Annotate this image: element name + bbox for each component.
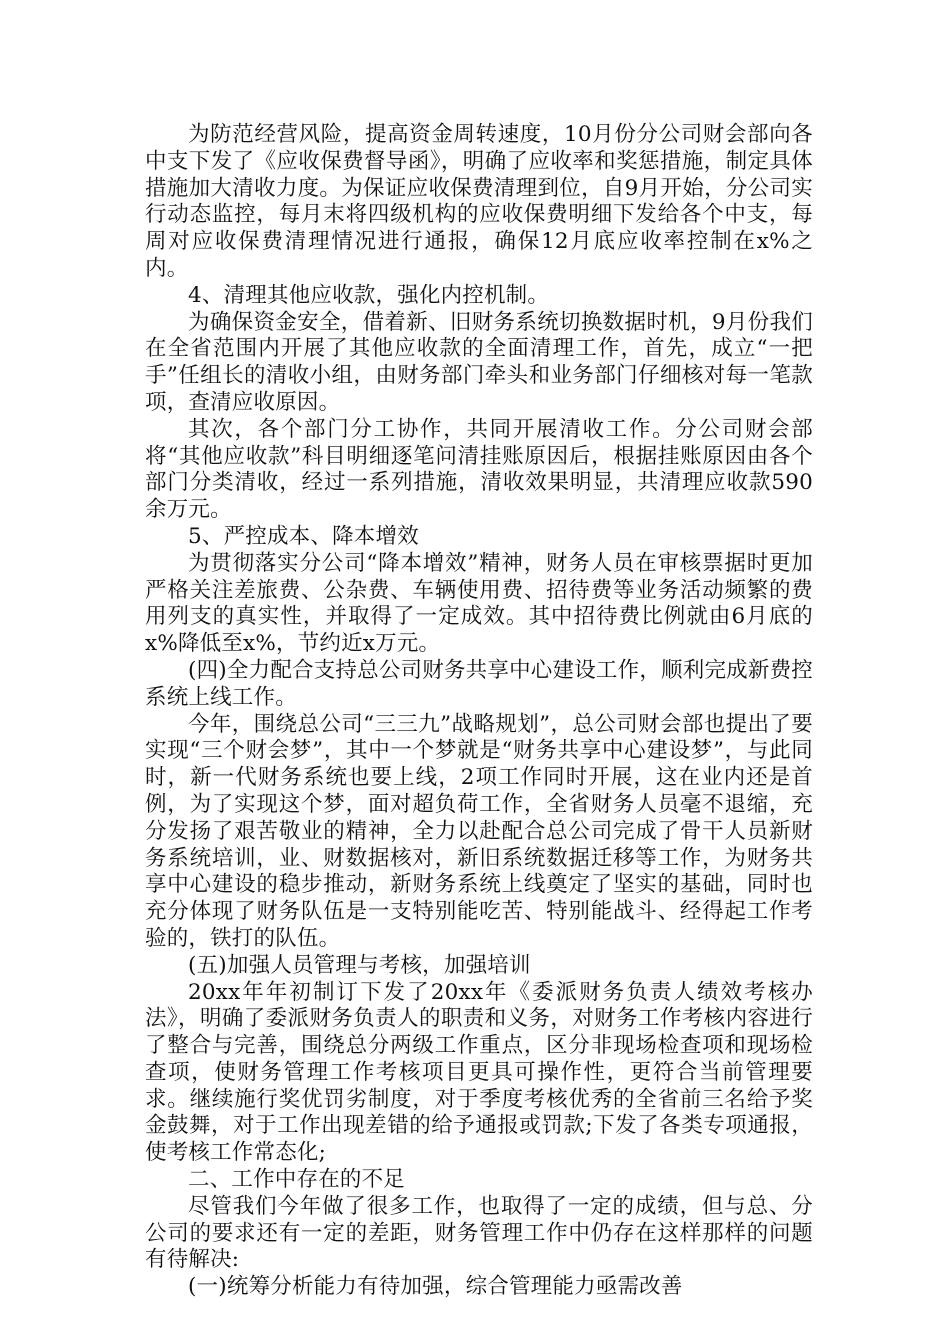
heading-shortcomings: 二、工作中存在的不足: [188, 1167, 406, 1193]
heading-analysis-ability: (一)统筹分析能力有待加强，综合管理能力亟需改善: [188, 1274, 683, 1300]
paragraph-cleanup-second: 其次，各个部门分工协作，共同开展清收工作。分公司财会部将“其他应收款”科目明细逐笔问清挂账原因后，根据挂账原因由各个部门分类清收，经过一系列措施，清收效果明显，共清理应收款590余万元。: [145, 416, 813, 523]
paragraph-shortcomings: 尽管我们今年做了很多工作，也取得了一定的成绩，但与总、分公司的要求还有一定的差距，财务管理工作中仍存在这样那样的问题有待解决:: [145, 1193, 813, 1273]
heading-staff-management: (五)加强人员管理与考核，加强培训: [188, 952, 531, 978]
paragraph-cleanup-first: 为确保资金安全，借着新、旧财务系统切换数据时机，9月份我们在全省范围内开展了其他应收款的全面清理工作，首先，成立“一把手”任组长的清收小组，由财务部门牵头和业务部门仔细核对每一笔款项，查清应收原因。: [145, 309, 813, 415]
heading-cost-control: 5、严控成本、降本增效: [188, 523, 419, 549]
heading-shared-center: (四)全力配合支持总公司财务共享中心建设工作，顺利完成新费控系统上线工作。: [145, 657, 813, 710]
heading-other-receivables: 4、清理其他应收款，强化内控机制。: [188, 282, 550, 308]
paragraph-shared-center: 今年，围绕总公司“三三九”战略规划”，总公司财会部也提出了要实现“三个财会梦”，其中一个梦就是“财务共享中心建设梦”，与此同时，新一代财务系统也要上线，2项工作同时开展，这在业内还是首例，为了实现这个梦，面对超负荷工作，全省财务人员毫不退缩，充分发扬了艰苦敬业的精神，全力以赴配合总公司完成了骨干人员新财务系统培训，业、财数据核对，新旧系统数据迁移等工作，为财务共享中心建设的稳步推动，新财务系统上线奠定了坚实的基础，同时也充分体现了财务队伍是一支特别能吃苦、特别能战斗、经得起工作考验的，铁打的队伍。: [145, 711, 813, 951]
paragraph-staff-management: 20xx年年初制订下发了20xx年《委派财务负责人绩效考核办法》，明确了委派财务负责人的职责和义务，对财务工作考核内容进行了整合与完善，围绕总分两级工作重点，区分非现场检查项和现场检查项，使财务管理工作考核项目更具可操作性，更符合当前管理要求。继续施行奖优罚劣制度，对于季度考核优秀的全省前三名给予奖金鼓舞，对于工作出现差错的给予通报或罚款;下发了各类专项通报，使考核工作常态化;: [145, 979, 813, 1166]
paragraph-cost-control: 为贯彻落实分公司“降本增效”精神，财务人员在审核票据时更加严格关注差旅费、公杂费、车辆使用费、招待费等业务活动频繁的费用列支的真实性，并取得了一定成效。其中招待费比例就由6月底的x%降低至x%，节约近x万元。: [145, 550, 813, 657]
paragraph-receivable-premium: 为防范经营风险，提高资金周转速度，10月份分公司财会部向各中支下发了《应收保费督导函》，明确了应收率和奖惩措施，制定具体措施加大清收力度。为保证应收保费清理到位，自9月开始，分公司实行动态监控，每月末将四级机构的应收保费明细下发给各个中支，每周对应收保费清理情况进行通报，确保12月底应收率控制在x%之内。: [145, 122, 813, 281]
document-body: [145, 122, 813, 1301]
